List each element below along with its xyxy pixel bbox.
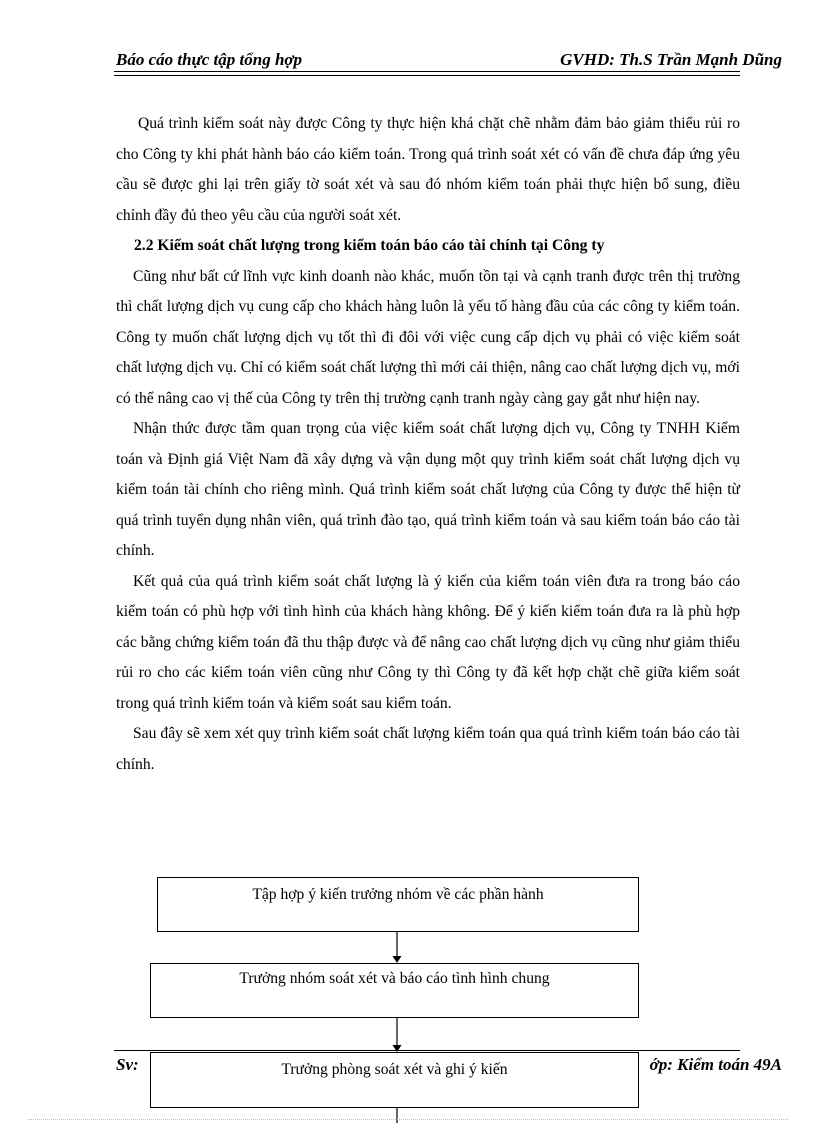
flow-box-manager-review: Trưởng phòng soát xét và ghi ý kiến bbox=[150, 1052, 639, 1108]
page-edge-dots bbox=[28, 1119, 788, 1120]
header-rule-thick bbox=[114, 71, 740, 72]
flow-box-collect-opinions: Tập hợp ý kiến trưởng nhóm về các phần hành bbox=[157, 877, 639, 932]
footer-student: Sv: bbox=[116, 1055, 139, 1074]
flow-box-team-lead-review: Trưởng nhóm soát xét và báo cáo tình hình chung bbox=[150, 963, 639, 1018]
header-rule-thin bbox=[114, 75, 740, 76]
paragraph-2: Cũng như bất cứ lĩnh vực kinh doanh nào khác, muốn tồn tại và cạnh tranh được trên thị trường thì chất lượng dịch vụ cung cấp cho khách hàng luôn là yếu tố hàng đầu của các công ty kiểm toán. Công ty muốn chất lượng dịch vụ tốt thì đi đôi với việc cung cấp dịch vụ phải có việc kiểm soát chất lượng dịch vụ. Chỉ có kiểm soát chất lượng thì mới cải thiện, nâng cao chất lượng dịch vụ, mới có thể nâng cao vị thế của Công ty trên thị trường cạnh tranh ngày càng gay gắt như hiện nay. bbox=[116, 267, 740, 407]
header-supervisor: GVHD: Th.S Trần Mạnh Dũng bbox=[560, 50, 782, 69]
paragraph-1: Quá trình kiểm soát này được Công ty thực hiện khá chặt chẽ nhằm đảm bảo giảm thiểu rủi ro cho Công ty khi phát hành báo cáo kiểm toán. Trong quá trình soát xét có vấn đề chưa đáp ứng yêu cầu sẽ được ghi lại trên giấy tờ soát xét và sau đó nhóm kiểm toán phải thực hiện bổ sung, điều chỉnh đầy đủ theo yêu cầu của người soát xét. bbox=[116, 115, 740, 224]
header-title: Báo cáo thực tập tổng hợp bbox=[116, 50, 303, 69]
section-heading: 2.2 Kiểm soát chất lượng trong kiểm toán báo cáo tài chính tại Công ty bbox=[134, 237, 605, 254]
paragraph-3: Nhận thức được tầm quan trọng của việc kiểm soát chất lượng dịch vụ, Công ty TNHH Kiểm toán và Định giá Việt Nam đã xây dựng và vận dụng một quy trình kiểm soát chất lượng dịch vụ kiểm toán tài chính cho riêng mình. Quá trình kiểm soát chất lượng của Công ty được thể hiện từ quá trình tuyển dụng nhân viên, quá trình đào tạo, quá trình kiểm toán và sau kiểm toán báo cáo tài chính. bbox=[116, 420, 740, 559]
arrow-1-head bbox=[393, 956, 402, 963]
footer-class: ớp: Kiểm toán 49A bbox=[649, 1055, 782, 1074]
paragraph-5: Sau đây sẽ xem xét quy trình kiểm soát chất lượng kiểm toán qua quá trình kiểm toán báo cáo tài chính. bbox=[116, 725, 740, 773]
document-body bbox=[116, 109, 740, 780]
footer-rule bbox=[114, 1050, 740, 1051]
paragraph-4: Kết quả của quá trình kiểm soát chất lượng là ý kiến của kiểm toán viên đưa ra trong báo cáo kiểm toán có phù hợp với tình hình của khách hàng không. Để ý kiến kiểm toán đưa ra là phù hợp các bằng chứng kiểm toán đã thu thập được và để nâng cao chất lượng dịch vụ cũng như giảm thiểu rủi ro cho các kiểm toán viên cũng như Công ty thì Công ty đã kết hợp chặt chẽ giữa kiểm soát trong quá trình kiểm toán và kiểm soát sau kiểm toán. bbox=[116, 572, 740, 712]
